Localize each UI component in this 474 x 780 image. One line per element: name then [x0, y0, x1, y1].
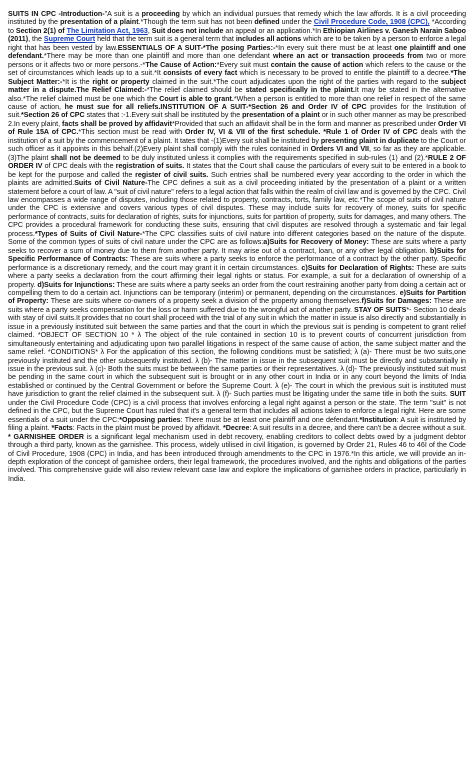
bold-text-run: The Cause of Action:	[145, 60, 217, 69]
bold-text-run: presentation of a plaint	[242, 111, 320, 120]
bold-text-run: RULE 2 OF ORDER IV	[8, 153, 466, 171]
text-run: : A suit results in a decree, and there can't be a decree without a suit.	[249, 424, 466, 433]
text-run: *The CPC classifies suits of civil nature into different categories based on the nature of the dispute. Some of the common types of suits of civil nature under the CPC are as follows:	[8, 229, 466, 247]
bold-text-run: registration of suits.	[115, 162, 185, 171]
bold-text-run: Suits of Civil Nature-	[74, 179, 148, 188]
bold-text-run: he must sue for all reliefs.INSTITUTION OF A SUIT-*Section 26 and Order IV of CPC	[64, 102, 367, 111]
text-run: , the	[28, 35, 44, 44]
bold-text-run: proceeding	[141, 10, 180, 18]
document-link[interactable]: The Limitation Act, 1963	[66, 26, 148, 35]
text-run: *When a person is entitled to more than one relief in respect of the same cause of action,	[8, 94, 466, 111]
document-link[interactable]: Civil Procedure Code, 1908 (CPC),	[313, 18, 430, 27]
bold-text-run: a)Suits for Recovery of Money:	[263, 238, 369, 247]
bold-text-run: *Institution	[359, 415, 397, 424]
bold-text-run: facts shall be proved by affidavit	[62, 119, 172, 128]
bold-text-run: * GARNISHEE ORDER	[8, 432, 84, 441]
bold-text-run: *Rule 1 of Order IV of CPC	[323, 128, 418, 137]
bold-text-run: *Decree	[223, 424, 250, 433]
text-run: *This section must be read with	[78, 128, 186, 137]
text-run: : Facts in the plaint must be proved by affidavit.	[72, 424, 224, 433]
text-run: *- Section 10 deals with stay of civil suits.It provides that no court shall proceed with the trial of any suit in which the matter in issue is also directly and substantially in issue in a previously instituted suit between the same parties and that the court in which the previous suit is pending is competent to grant relief claimed. *OBJECT OF SECTION 10 * λ The object of the rule contained in section 10 is to prevent courts of concurrent jurisdiction from simultaneously entertaining and adjudicating upon two parallel litigations in respect of the same cause of action, the same subject matter and the same relief. *CONDITIONS* λ For the application of this section, the following conditions must be satisfied; λ (a)- There must be two suits,one previously instituted and the other subsequently instituted. λ (b)- The matter in issue in the subsequent suit must be directly and substantially in issue in the previous suit. λ (c)- Both the suits must be between the same parties or their representatives. λ (d)- The previously instituted suit must be pending in the same court in which the subsequent suit is brought or in any other court in India or in any court beyond the limits of India established or continued by the Central Government or before the Supreme Court. λ (e)- The court in which the previous suit is instituted must have jurisdiction to grant the relief claimed in the subsequent suit. λ (f)- Such parties must be litigating under the same title in both the suits.	[8, 305, 466, 399]
text-run: .*Though the term suit has not been	[138, 18, 255, 27]
text-run: It may be stated in the alternative also.*The relief claimed must be one which the	[8, 86, 466, 103]
text-run: which are to be taken by a person to enforce a legal right that has been vested by law.	[8, 35, 466, 52]
text-run: *Provided that such an affidavit shall be in the form and manner as prescribed under	[172, 119, 439, 128]
text-run: deals with the institution of a suit by the commencement of a plaint. It tates that -(1)Every suit shall be instituted by	[8, 128, 466, 145]
bold-text-run: presenting plaint in duplicate	[320, 136, 420, 145]
bold-text-run: right or property	[92, 77, 150, 86]
text-run: which refers to the cause or the set of circumstances which leads up to a suit.*It	[8, 60, 466, 78]
bold-text-run: Orders VI and VII	[310, 145, 369, 154]
bold-text-run: defined	[254, 18, 280, 27]
bold-text-run: *Section 26 of CPC	[21, 111, 85, 120]
text-run: is a significant legal mechanism used in debt recovery, enabling creditors to collect debts owed by a judgment debtor through a third party, known as the garnishee. This process, widely utilised in civil litigation, is governed by Order 21, Rules 46 to 46I of the Code of Civil Procedure, 1908 (CPC) in India, and has been introduced through amendments to the CPC in 1976.*In this article, we will provide an in-depth exploration of the concept of garnishee orders, their legal framework, the procedures involved, and the rights and obligations of the parties involved. This comprehensive guide will also review relevant case law and explore the implications of garnishee orders in practice, particularly in India.	[8, 432, 466, 483]
text-run: held that the term suit is a general term that	[95, 35, 236, 44]
text-run: "A suit is a	[104, 10, 142, 18]
bold-text-run: SUIT	[449, 390, 466, 399]
text-run: These are suits where a party seeks a declaration from the court affirming their legal rights or status. For example, a suit for a declaration of ownership of a property.	[8, 263, 466, 289]
text-run: *There may be more than one plaintiff and more than one defendant	[43, 52, 273, 61]
text-run: two or more persons or it affects two or more persons.-*	[8, 52, 466, 69]
text-run: Such entries shall be numbered every year according to the order in which the plaints are admitted.	[8, 170, 466, 188]
bold-text-run: contain the cause of action	[270, 60, 364, 69]
text-run: *Every suit must	[216, 60, 271, 69]
bold-text-run: ESSENTIALS OF A SUIT-*The posing Parties:-	[117, 43, 276, 52]
document-body-text	[8, 10, 466, 483]
text-run: These are suits where a party seeks to enforce the performance of a contract by the other party. Specific performance is a discretionary remedy, and the court may grant it in certain circumstances.	[8, 255, 466, 272]
bold-text-run: STAY OF SUITS	[354, 305, 407, 314]
text-run: to the Court or such officer as it appoints in this behalf.(2)Every plaint shall comply with the rules contained in	[8, 136, 466, 154]
bold-text-run: d)Suits for Injunctions:	[37, 280, 115, 289]
text-run: under the Civil Procedure Code (CPC) is a civil process that involves enforcing a legal right against a person or the state. The term "suit" is not defined in the CPC, but the Supreme Court has ruled that it's a general term that includes all actions taken to enforce a legal right. Here are some essentials of a suit under the CPC:	[8, 398, 466, 424]
text-run: These are suits where a party seeks to recover a sum of money due to them from another party. It may arise out of a contract, loan, or any other legal obligation.	[8, 238, 466, 255]
text-run: : A suit is instituted by filing a plaint.	[8, 415, 466, 433]
text-run: *According to	[8, 18, 466, 35]
bold-text-run: *The Subject Matter:-	[8, 69, 467, 86]
text-run: *It is the	[62, 77, 93, 86]
text-run: ,	[147, 26, 152, 35]
bold-text-run: e)Suits for Partition of Property:	[8, 288, 467, 306]
text-run: claimed in the suit.*The court adjudicates upon the right of the parties with regard to the	[149, 77, 442, 86]
text-run: The CPC defines a suit as a civil proceeding initiated by the presentation of a plaint or a written statement before a court of law. A "suit of civil nature" refers to a legal action that falls within the realm of civil law and is governed by the CPC. Civil law encompasses a wide range of disputes, including those related to property, contracts, torts, family law, etc.*The scope of suits of civil nature under the CPC is extensive and covers various types of civil disputes. These may include suits for recovery of money, suits for specific performance of contracts, suits for declaration of rights, suits for injunctions, suits for partition of property, suits for damages, and many others. The CPC provides a procedural framework for conducting these suits, ensuring that civil disputes are resolved through a systematic and fair legal process.	[8, 179, 466, 238]
text-run: to be duly instituted unless it complies with the requirements specified in sub-rules (1) and (2).*	[120, 153, 428, 162]
text-run: , so far as they are applicable.(3)The plaint	[8, 145, 466, 162]
text-run: by which an individual pursues that remedy which the law affords. It is a civil proceeding instituted by the	[8, 10, 467, 27]
text-run: states that :-1.Every suit shall be instituted by the	[84, 111, 243, 120]
bold-text-run: b)Suits for Specific Performance of Contracts:	[8, 246, 466, 264]
bold-text-run: c)Suits for Declaration of Rights:	[301, 263, 415, 272]
bold-text-run: Court is able to grant.	[159, 94, 234, 103]
text-run: provides for the Institution of suit.	[8, 102, 466, 120]
bold-text-run: *Facts	[51, 424, 73, 433]
document-link[interactable]: Supreme Court	[43, 35, 96, 44]
text-run: which is necessary to be proved to entitle the plaintiff to a decree.	[237, 69, 451, 78]
text-run: It states that the Court shall cause the particulars of every suit to be entered in a book to be kept for the purpose and called the	[8, 162, 466, 179]
bold-text-run: f)Suits for Damages:	[361, 297, 432, 306]
bold-text-run: SUITS IN CPC -Introduction-	[8, 10, 105, 18]
bold-text-run: Order VI of Rule 15A of CPC.	[8, 119, 467, 137]
text-run: *In every suit there must be at least	[275, 43, 395, 52]
bold-text-run: *Types of Suits of Civil Nature-	[34, 229, 143, 238]
bold-text-run: where an act or transaction proceeds from	[272, 52, 424, 61]
text-run: These are suits where a party seeks an order from the court restraining another party from doing a certain act or compelling them to do a certain act. Injunctions can be temporary (interim) or permanent, depending on the circumstances.	[8, 280, 467, 297]
bold-text-run: presentation of a plaint	[60, 18, 139, 27]
bold-text-run: subject matter in a dispute.The Relief Claimed:-	[8, 77, 466, 95]
text-run: under the	[279, 18, 314, 27]
text-run: an appeal or an application.*In	[223, 26, 324, 35]
bold-text-run: includes all actions	[235, 35, 302, 44]
text-run: or in such other manner as may be prescribed 2.In every plaint,	[8, 111, 466, 128]
bold-text-run: shall not be deemed	[50, 153, 121, 162]
text-run: *The relief claimed should be	[146, 86, 246, 95]
bold-text-run: consists of every fact	[163, 69, 238, 78]
text-run: of CPC deals with the	[42, 162, 116, 171]
bold-text-run: Ethiopian Airlines v. Ganesh Narain Saboo (2011)	[8, 26, 466, 44]
text-run: These are suits where a party seeks compensation for the loss or harm suffered due to the wrongful act of another party.	[8, 297, 466, 314]
bold-text-run: Suit does not include	[151, 26, 224, 35]
bold-text-run: register of civil suits.	[135, 170, 209, 179]
bold-text-run: Order IV, VI & VII of the first schedule.	[185, 128, 321, 137]
text-run: These are suits where co-owners of a property seek a division of the property among themselves.	[48, 297, 362, 306]
bold-text-run: Section 2(1) of	[15, 26, 67, 35]
bold-text-run: stated specifically in the plaint.	[245, 86, 355, 95]
text-run: : There must be at least one plaintiff and one defendant.	[180, 415, 360, 424]
bold-text-run: one plaintiff and one defendant.	[8, 43, 466, 61]
bold-text-run: *Opposing parties	[119, 415, 181, 424]
